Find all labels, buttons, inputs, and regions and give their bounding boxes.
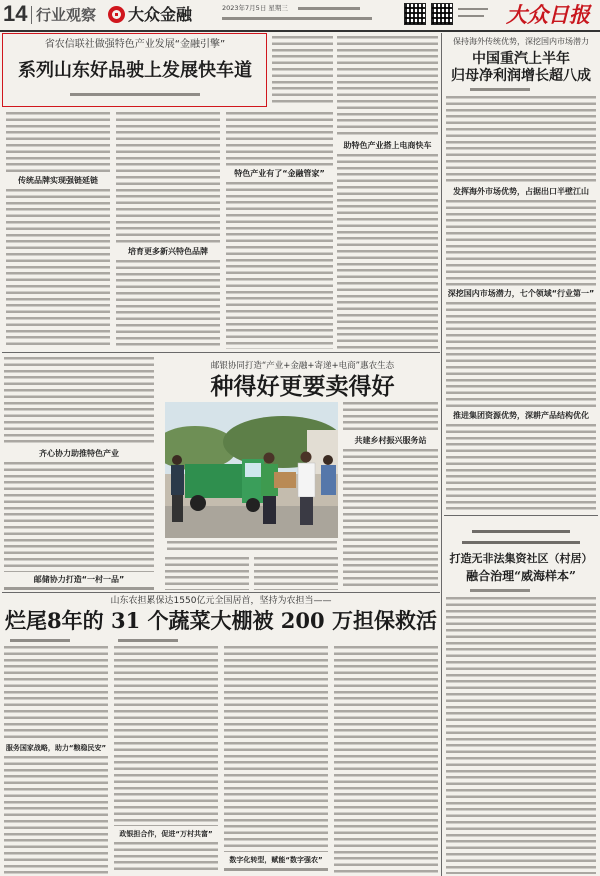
weihai-headline-line1: 打造无非法集资社区（村居） — [449, 552, 593, 565]
body-text-block — [116, 260, 220, 349]
body-text-block — [6, 189, 110, 349]
article-divider — [2, 352, 440, 353]
zhongqi-headline-line1: 中国重汽上半年 — [472, 51, 570, 67]
body-text-block — [114, 646, 218, 826]
article-divider — [444, 515, 598, 516]
masthead-logo: 大众日报 — [506, 2, 590, 27]
guarantee-headline: 烂尾8年的 31 个蔬菜大棚被 200 万担保救活 — [5, 608, 437, 633]
person-head — [323, 455, 333, 465]
person-legs — [172, 495, 183, 522]
qr-caption — [458, 15, 484, 17]
top-article-subtitle: 省农信联社做强特色产业发展“金融引擎” — [44, 39, 226, 50]
weihai-kicker — [472, 530, 570, 533]
body-text-line — [224, 868, 328, 871]
section-subhead: 服务国家战略，助力“粮稳民安” — [5, 744, 107, 752]
brand-name: 大众金融 — [128, 5, 193, 24]
body-text-block — [116, 112, 220, 244]
section-subhead: 培育更多新兴特色品牌 — [128, 247, 208, 256]
header-rule — [0, 30, 600, 32]
postal-headline: 种得好更要卖得好 — [210, 373, 395, 400]
person-body — [321, 465, 336, 495]
qr-code-icon — [404, 3, 426, 25]
byline — [10, 639, 70, 642]
body-text-block — [446, 424, 596, 512]
qr-caption — [458, 8, 488, 10]
top-article-headline: 系列山东好品驶上发展快车道 — [18, 60, 252, 81]
section-subhead: 发挥海外市场优势，占据出口半壁江山 — [453, 187, 589, 196]
section-subhead: 政银担合作，促进“万村共富” — [119, 830, 213, 838]
section-subhead: 齐心协力助推特色产业 — [39, 449, 119, 458]
body-text-block — [4, 756, 108, 874]
body-text-block — [6, 112, 110, 173]
body-text-block — [334, 646, 438, 874]
news-photo — [165, 402, 338, 538]
column-divider — [441, 33, 442, 876]
byline — [470, 88, 530, 91]
body-text-block — [4, 646, 108, 740]
person-head — [301, 452, 312, 463]
body-text-block — [446, 200, 596, 286]
body-text-block — [272, 36, 333, 106]
body-text-block — [446, 302, 596, 408]
body-text-block — [254, 557, 338, 590]
person-head — [264, 453, 275, 464]
section-subhead: 数字化转型，赋能“数字强农” — [229, 856, 323, 864]
body-text-block — [224, 646, 328, 852]
tricycle-wheel — [246, 498, 260, 512]
issue-date: 2023年7月5日 星期三 — [222, 4, 288, 12]
page-number: 14 — [3, 1, 28, 26]
body-text-line — [4, 587, 154, 590]
body-text-block — [337, 154, 438, 349]
person-legs — [300, 497, 313, 525]
zhongqi-kicker: 保持海外传统优势，深挖国内市场潜力 — [453, 37, 589, 46]
tricycle-wheel — [190, 495, 206, 511]
guarantee-kicker: 山东农担累保达1550亿元全国居首，坚持为农担当—— — [110, 596, 332, 606]
person-body — [298, 463, 315, 497]
byline — [470, 589, 530, 592]
body-text-block — [165, 557, 249, 590]
section-subhead: 推进集团资源优势，深耕产品结构优化 — [453, 411, 589, 420]
body-text-block — [446, 597, 596, 874]
article-divider — [2, 592, 440, 593]
body-text-block — [226, 112, 333, 166]
body-text-block — [343, 449, 438, 590]
postal-kicker: 邮银协同打造“产业+金融+寄递+电商”惠农生态 — [210, 361, 395, 371]
dazhong-finance-logo-icon — [108, 6, 125, 23]
byline — [118, 639, 178, 642]
section-subhead: 特色产业有了“金融管家” — [234, 169, 325, 178]
header-divider — [31, 6, 32, 24]
tricycle-cargo-box — [185, 464, 243, 498]
qr-code-icon — [431, 3, 453, 25]
body-text-block — [337, 36, 438, 138]
person-head — [172, 455, 182, 465]
body-text-block — [343, 402, 438, 432]
section-subhead: 邮储协力打造“一村一品” — [33, 575, 125, 584]
section-subhead: 助特色产业搭上电商快车 — [343, 141, 432, 150]
body-text-block — [114, 842, 218, 874]
person-body — [171, 465, 184, 495]
zhongqi-headline-line2: 归母净利润增长超八成 — [451, 68, 591, 84]
body-text-block — [4, 357, 154, 446]
photo-caption — [167, 541, 337, 553]
byline — [70, 93, 200, 96]
contact-line — [222, 17, 372, 20]
section-subhead: 深挖国内市场潜力，七个领域“行业第一” — [447, 289, 595, 298]
tricycle-windshield — [245, 463, 261, 477]
section-subhead: 共建乡村振兴服务站 — [354, 436, 427, 445]
weihai-headline-line2: 融合治理“威海样本” — [466, 569, 576, 583]
body-text-block — [4, 462, 154, 572]
section-title: 行业观察 — [36, 6, 97, 24]
weihai-kicker — [462, 541, 580, 544]
body-text-block — [226, 182, 333, 349]
section-subhead: 传统品牌实现强链延链 — [18, 176, 98, 185]
parcel-box — [274, 472, 296, 488]
person-legs — [263, 496, 276, 524]
editor-line — [298, 7, 360, 10]
body-text-block — [446, 96, 596, 184]
